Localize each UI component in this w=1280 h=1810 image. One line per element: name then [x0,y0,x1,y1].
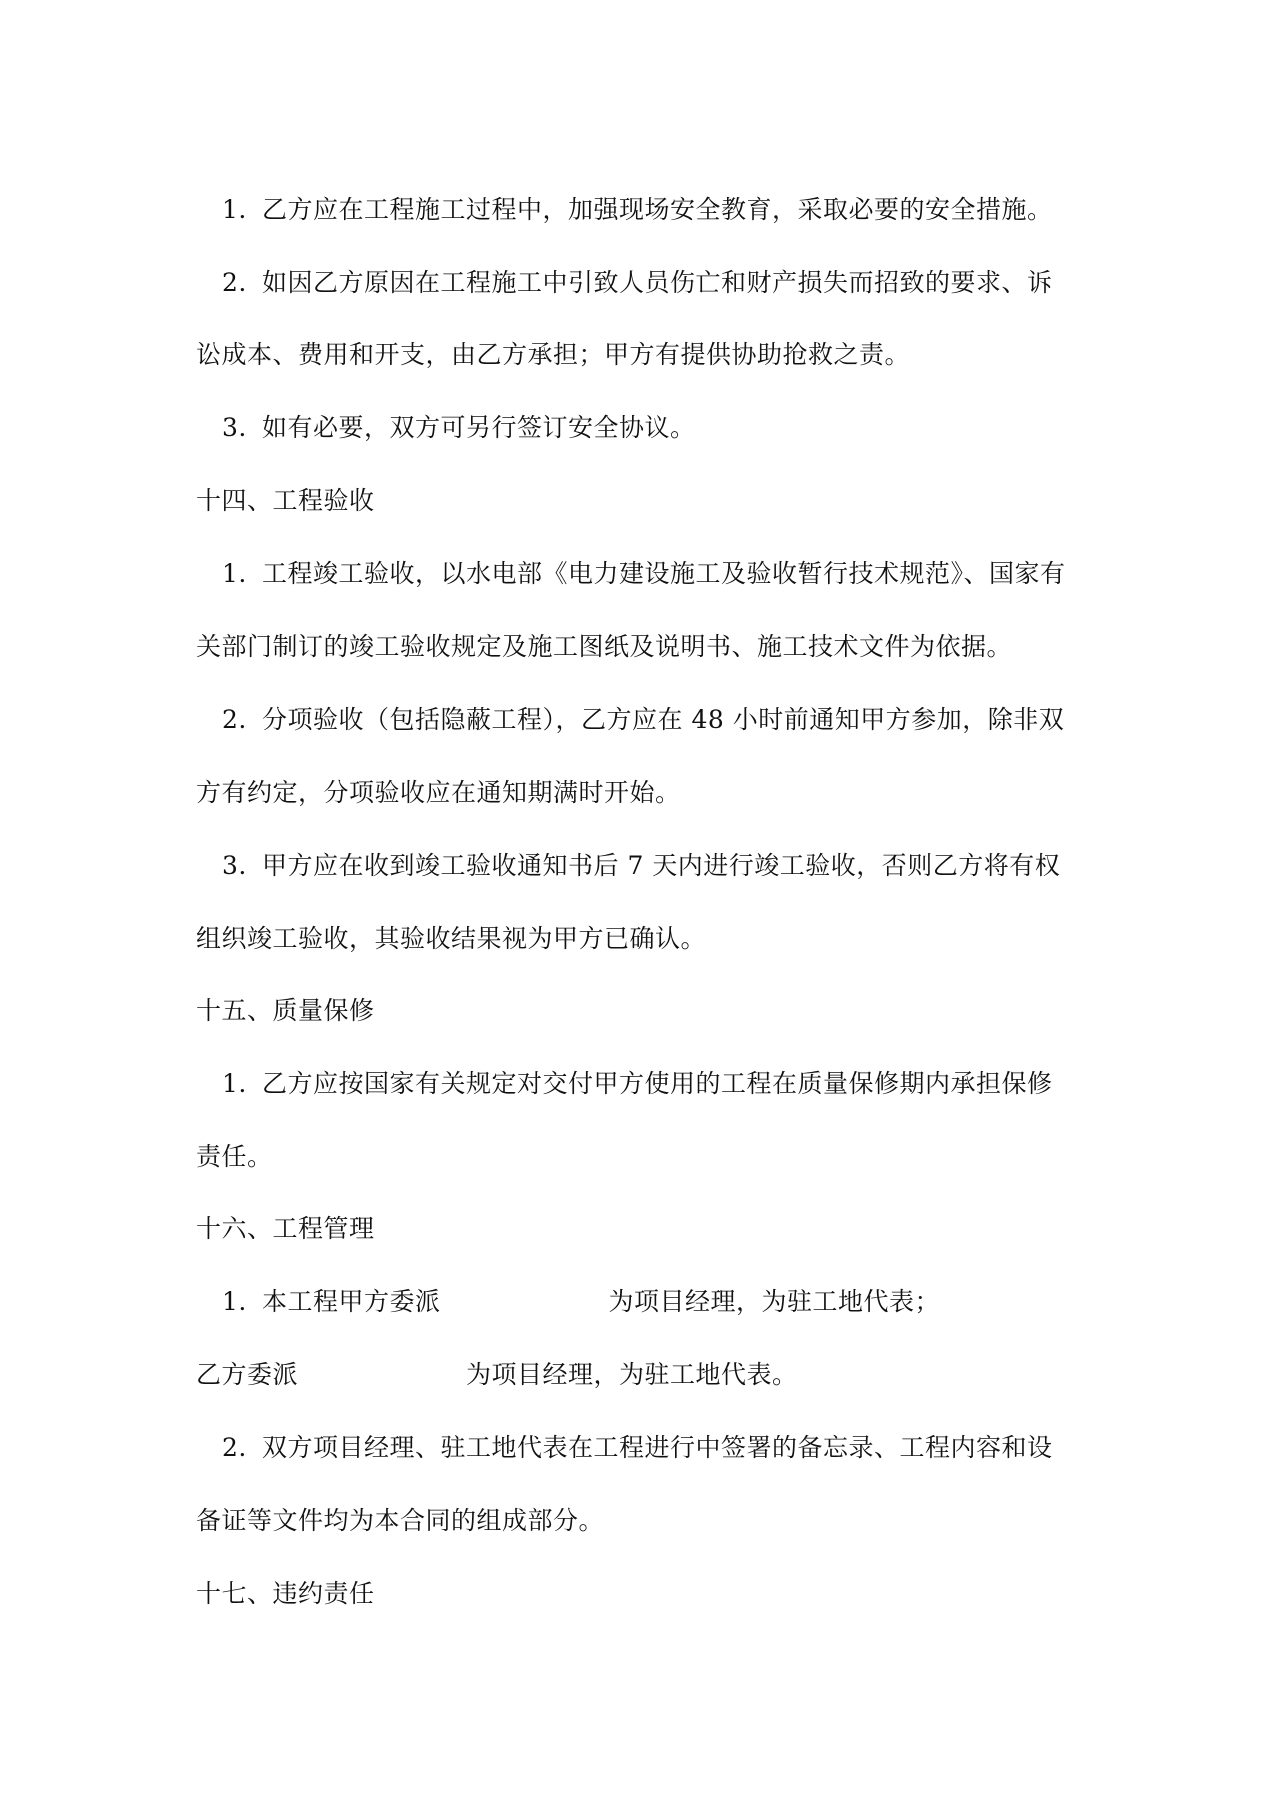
paragraph-text: 分项验收（包括隐蔽工程），乙方应在 48 小时前通知甲方参加，除非双 [262,705,1065,734]
item-number: 1. [222,195,247,224]
paragraph-text: 备证等文件均为本合同的组成部分。 [196,1506,605,1535]
paragraph-14-1-cont [196,630,1012,664]
section-heading-15: 十五、质量保修 [196,996,375,1025]
paragraph-text: 为项目经理，为驻工地代表。 [466,1360,798,1389]
paragraph-14-2 [222,703,1064,737]
paragraph-text: 乙方应按国家有关规定对交付甲方使用的工程在质量保修期内承担保修 [262,1069,1053,1098]
paragraph-14-3 [222,849,1060,883]
item-number: 1. [222,1069,247,1098]
section-heading-16: 十六、工程管理 [196,1214,375,1243]
item-number: 1. [222,1287,247,1316]
paragraph-16-1 [222,1285,940,1319]
item-number: 2. [222,705,247,734]
paragraph-text: 关部门制订的竣工验收规定及施工图纸及说明书、施工技术文件为依据。 [196,632,1013,661]
paragraph-13-2-cont [196,338,910,372]
paragraph-text: 工程竣工验收，以水电部《电力建设施工及验收暂行技术规范》、国家有 [262,559,1066,588]
paragraph-16-2 [222,1431,1053,1465]
paragraph-text: 组织竣工验收，其验收结果视为甲方已确认。 [196,924,707,953]
paragraph-16-1-cont [196,1358,798,1392]
paragraph-text: 方有约定，分项验收应在通知期满时开始。 [196,778,681,807]
paragraph-text: 乙方委派 [196,1360,299,1389]
paragraph-14-2-cont [196,776,681,810]
item-number: 2. [222,268,247,297]
paragraph-15-1 [222,1067,1053,1101]
item-number: 3. [222,413,247,442]
paragraph-15-1-cont [196,1140,273,1174]
paragraph-text: 甲方应在收到竣工验收通知书后 7 天内进行竣工验收，否则乙方将有权 [262,851,1061,880]
paragraph-text: 双方项目经理、驻工地代表在工程进行中签署的备忘录、工程内容和设 [262,1433,1053,1462]
paragraph-text: 为项目经理，为驻工地代表； [608,1287,941,1316]
paragraph-text: 本工程甲方委派 [262,1287,441,1316]
paragraph-text: 责任。 [196,1142,273,1171]
paragraph-13-2 [222,266,1053,300]
section-heading-14: 十四、工程验收 [196,486,375,515]
paragraph-14-1 [222,557,1066,591]
section-heading-17: 十七、违约责任 [196,1579,375,1608]
paragraph-13-3 [222,411,696,445]
item-number: 2. [222,1433,247,1462]
paragraph-text: 乙方应在工程施工过程中，加强现场安全教育，采取必要的安全措施。 [262,195,1053,224]
paragraph-13-1 [222,193,1053,227]
item-number: 1. [222,559,247,588]
paragraph-16-2-cont [196,1504,604,1538]
paragraph-text: 讼成本、费用和开支，由乙方承担；甲方有提供协助抢救之责。 [196,340,911,369]
paragraph-text: 如有必要，双方可另行签订安全协议。 [262,413,696,442]
paragraph-text: 如因乙方原因在工程施工中引致人员伤亡和财产损失而招致的要求、诉 [262,268,1053,297]
item-number: 3. [222,851,247,880]
paragraph-14-3-cont [196,922,706,956]
